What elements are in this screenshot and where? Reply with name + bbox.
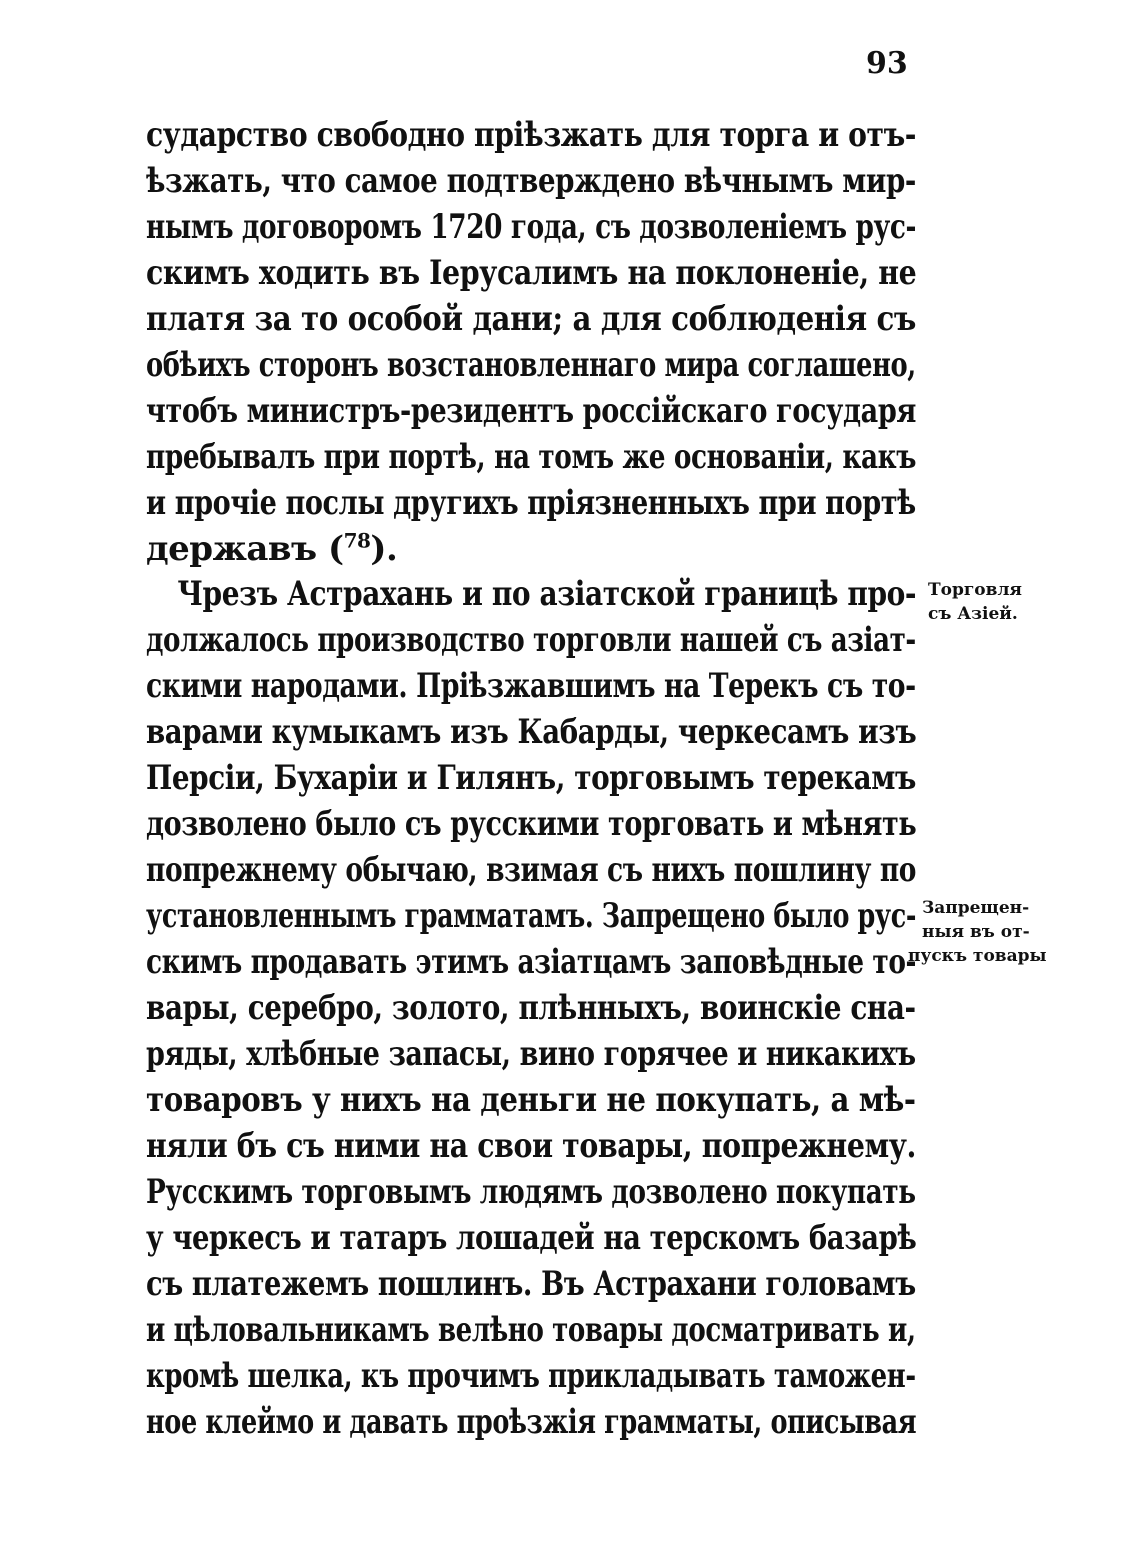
page-number: 93: [866, 46, 908, 81]
text-line: товаровъ у нихъ на деньги не покупать, а мѣ-: [146, 1080, 916, 1120]
margin-note-line: съ Азіей.: [928, 604, 1018, 624]
text-line: ѣзжать, что самое подтверждено вѣчнымъ мир-: [146, 161, 916, 201]
text-line: скимъ продавать этимъ азіатцамъ заповѣдные то-: [146, 942, 917, 982]
text-line: пребывалъ при портѣ, на томъ же основаніи, какъ: [146, 437, 917, 477]
paragraph-1: [146, 112, 916, 572]
margin-note-line: ныя въ от-: [922, 922, 1030, 942]
margin-note-line: Запрещен-: [922, 898, 1030, 918]
last-line-end: ).: [370, 529, 398, 569]
text-line: кромѣ шелка, къ прочимъ прикладывать таможен-: [146, 1356, 916, 1396]
text-line: няли бъ съ ними на свои товары, попрежнему.: [146, 1126, 917, 1166]
text-line: Чрезъ Астрахань и по азіатской границѣ про-: [177, 574, 917, 614]
text-line: платя за то особой дани; а для соблюденія съ: [146, 299, 916, 339]
text-line: съ платежемъ пошлинъ. Въ Астрахани головамъ: [146, 1264, 916, 1304]
text-line: нымъ договоромъ 1720 года, съ дозволеніемъ рус-: [146, 207, 917, 247]
text-line: чтобъ министръ-резидентъ россійскаго государя: [146, 391, 916, 431]
margin-note-line: Торговля: [928, 580, 1022, 600]
text-line-last: [146, 526, 916, 572]
text-line: скимъ ходить въ Іерусалимъ на поклоненіе, не: [146, 253, 917, 293]
text-line: скими народами. Пріѣзжавшимъ на Терекъ съ то-: [146, 666, 916, 706]
text-line: установленнымъ грамматамъ. Запрещено было рус-: [146, 896, 917, 936]
text-line: у черкесъ и татаръ лошадей на терскомъ базарѣ: [146, 1218, 917, 1258]
text-line: Русскимъ торговымъ людямъ дозволено покупать: [146, 1172, 916, 1212]
paragraph-2: [146, 571, 916, 1445]
text-line: вары, серебро, золото, плѣнныхъ, воинскіе сна-: [146, 988, 916, 1028]
text-line: и прочіе послы другихъ пріязненныхъ при портѣ: [146, 483, 916, 523]
text-line: и цѣловальникамъ велѣно товары досматривать и,: [146, 1310, 916, 1350]
text-line: ное клеймо и давать проѣзжія грамматы, описывая: [146, 1402, 917, 1442]
text-line: дозволено было съ русскими торговать и мѣнять: [146, 804, 917, 844]
last-line-text: державъ (: [146, 529, 344, 569]
text-line: Персіи, Бухаріи и Гилянъ, торговымъ терекамъ: [146, 758, 916, 798]
text-line: попрежнему обычаю, взимая съ нихъ пошлину по: [146, 850, 917, 890]
text-line: должалось производство торговли нашей съ азіат-: [146, 620, 916, 660]
text-line: ряды, хлѣбные запасы, вино горячее и никакихъ: [146, 1034, 916, 1074]
margin-note-forbidden-goods: [908, 896, 1047, 968]
text-line: сударство свободно пріѣзжать для торга и отъ-: [146, 115, 917, 155]
margin-note-trade-with-asia: [928, 578, 1022, 626]
margin-note-line: пускъ товары: [908, 946, 1047, 966]
text-line: обѣихъ сторонъ возстановленнаго мира соглашено,: [146, 345, 916, 385]
footnote-reference: 78: [343, 528, 371, 553]
text-line: варами кумыкамъ изъ Кабарды, черкесамъ изъ: [146, 712, 917, 752]
